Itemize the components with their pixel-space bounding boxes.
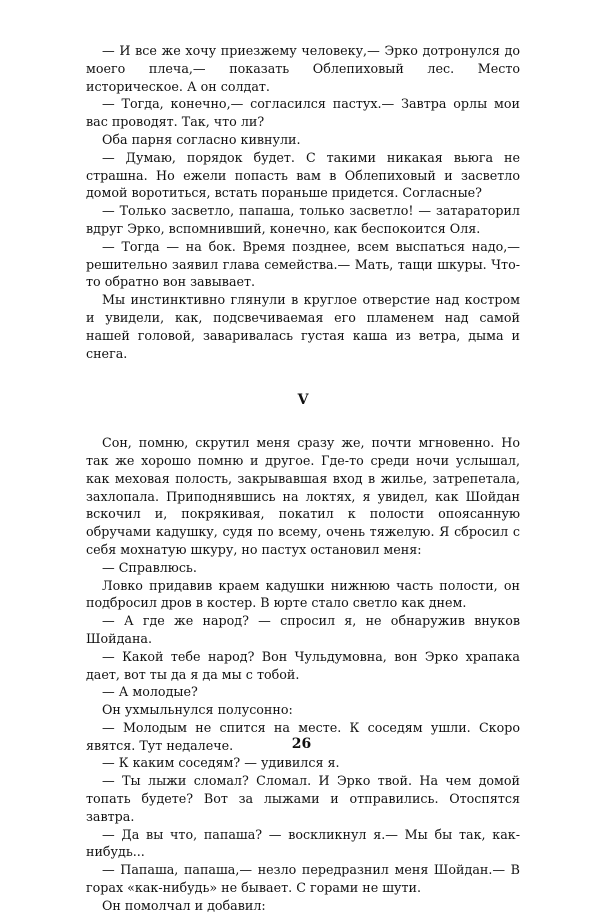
paragraph: — К каким соседям? — удивился я.: [102, 755, 340, 771]
paragraph: Он помолчал и добавил:: [102, 897, 266, 913]
paragraph: — Справлюсь.: [102, 559, 197, 575]
paragraph: — Какой тебе народ? Вон Чульдумовна, вон Эрко храпака дает, вот ты да я да мы с тобой.: [86, 648, 520, 682]
paragraph: Сон, помню, скрутил меня сразу же, почти мгновенно. Но так же хорошо помню и другое. Где-то среди ночи услышал, как меховая полость, закрывавшая вход в жилье, затрепетала, захлопала. Приподнявшись на локтях, я увидел, как Шойдан вскочил и, покрякивая, покатил к полости опоясанную обручами кадушку, судя по всему, очень тяжелую. Я сбросил с себя мохнатую шкуру, но пастух остановил меня:: [86, 435, 520, 557]
paragraph: — Да вы что, папаша? — воскликнул я.— Мы бы так, как-нибудь...: [86, 826, 520, 860]
paragraph: — Только засветло, папаша, только засветло! — затараторил вдруг Эрко, вспомнивший, конечно, как беспокоится Оля.: [86, 203, 520, 236]
paragraph: — Тогда — на бок. Время позднее, всем выспаться надо,— решительно заявил глава семейства.— Мать, тащи шкуры. Что-то обратно вон завывает.: [86, 238, 520, 290]
text-block-before: [86, 42, 520, 362]
paragraph: Оба парня согласно кивнули.: [102, 131, 301, 147]
section-heading: V: [297, 392, 309, 409]
paragraph: Ловко придавив краем кадушки нижнюю часть полости, он подбросил дров в костер. В юрте стало светло как днем.: [86, 577, 520, 611]
paragraph: — Папаша, папаша,— незло передразнил меня Шойдан.— В горах «как-нибудь» не бывает. С горами не шути.: [86, 862, 520, 896]
paragraph: — Молодым не спится на месте. К соседям ушли. Скоро явятся. Тут недалече.: [86, 719, 520, 753]
paragraph: — И все же хочу приезжему человеку,— Эрко дотронулся до моего плеча,— показать Облепиховый лес. Место историческое. А он солдат.: [86, 43, 520, 94]
text-block-after: [86, 434, 520, 915]
paragraph: — Ты лыжи сломал? Сломал. И Эрко твой. На чем домой топать будете? Вот за лыжами и отправились. Отоспятся завтра.: [86, 773, 520, 824]
paragraph: — Тогда, конечно,— согласился пастух.— Завтра орлы мои вас проводят. Так, что ли?: [86, 96, 520, 130]
book-page: [86, 42, 520, 915]
paragraph: — А где же народ? — спросил я, не обнаружив внуков Шойдана.: [86, 613, 520, 646]
paragraph: — А молодые?: [102, 684, 198, 700]
paragraph: — Думаю, порядок будет. С такими никакая вьюга не страшна. Но ежели попасть вам в Облепиховый и засветло домой воротиться, встать пораньше придется. Согласные?: [86, 149, 520, 201]
page-number: 26: [291, 736, 312, 752]
paragraph: Он ухмыльнулся полусонно:: [102, 702, 293, 718]
paragraph: Мы инстинктивно глянули в круглое отверстие над костром и увидели, как, подсвечиваемая его пламенем над самой нашей головой, заваривалась густая каша из ветра, дыма и снега.: [86, 292, 520, 361]
